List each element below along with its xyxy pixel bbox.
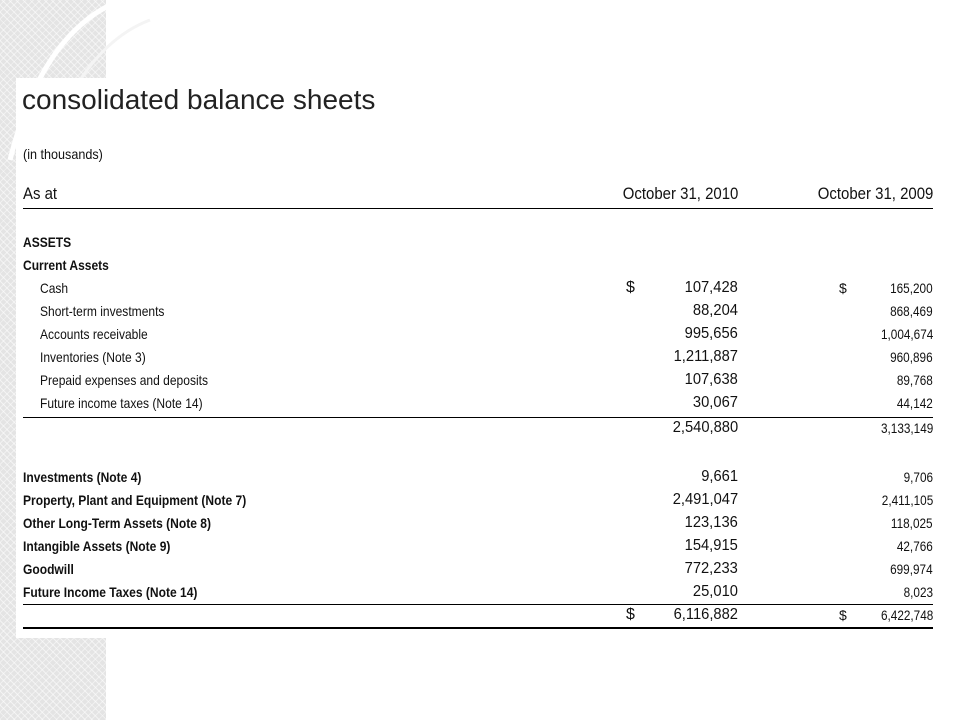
value-2009: 960,896 — [890, 349, 933, 365]
currency-symbol: $ — [626, 279, 635, 296]
row-label: Other Long-Term Assets (Note 8) — [23, 515, 211, 531]
row-label: Short-term investments — [40, 303, 165, 319]
assets-heading-row — [23, 232, 933, 255]
table-row — [23, 582, 933, 605]
value-2010: 995,656 — [684, 325, 738, 342]
value-2009: 165,200 — [890, 280, 933, 296]
table-row — [23, 513, 933, 536]
current-assets-heading-row — [23, 255, 933, 278]
table-row — [23, 536, 933, 559]
row-label: Inventories (Note 3) — [40, 349, 146, 365]
row-label: Accounts receivable — [40, 326, 148, 342]
row-label: Future income taxes (Note 14) — [40, 395, 203, 411]
value-2010: 30,067 — [692, 394, 738, 411]
currency-symbol: $ — [839, 280, 847, 296]
table-row — [23, 370, 933, 393]
table-row — [23, 324, 933, 347]
value-2010: 107,638 — [684, 371, 738, 388]
total-2010: 6,116,882 — [673, 606, 738, 623]
value-2010: 107,428 — [684, 279, 738, 296]
row-label: Intangible Assets (Note 9) — [23, 538, 171, 554]
page-title: consolidated balance sheets — [22, 84, 376, 115]
balance-sheet — [16, 78, 960, 638]
value-2010: 1,211,887 — [673, 348, 738, 365]
value-2010: 123,136 — [684, 514, 738, 531]
value-2009: 699,974 — [890, 561, 933, 577]
current-assets-heading: Current Assets — [23, 257, 109, 273]
subtotal-2010: 2,540,880 — [672, 419, 738, 436]
value-2010: 772,233 — [684, 560, 738, 577]
value-2009: 868,469 — [890, 303, 933, 319]
table-row — [23, 559, 933, 582]
value-2009: 9,706 — [903, 469, 933, 485]
row-label: Goodwill — [23, 561, 74, 577]
total-double-rule — [23, 627, 933, 629]
table-row — [23, 347, 933, 370]
header-as-at: As at — [23, 184, 58, 203]
value-2009: 44,142 — [897, 395, 933, 411]
value-2010: 2,491,047 — [672, 491, 738, 508]
row-label: Prepaid expenses and deposits — [40, 372, 209, 388]
table-row — [23, 490, 933, 513]
value-2010: 154,915 — [684, 537, 738, 554]
header-2010: October 31, 2010 — [622, 184, 738, 203]
units-note: (in thousands) — [23, 146, 103, 162]
assets-heading: ASSETS — [23, 234, 72, 250]
value-2009: 1,004,674 — [880, 326, 933, 342]
row-label: Cash — [40, 280, 69, 296]
table-row — [23, 301, 933, 324]
value-2010: 88,204 — [692, 302, 738, 319]
currency-symbol: $ — [839, 607, 847, 623]
total-2009: 6,422,748 — [880, 607, 933, 623]
table-row — [23, 278, 933, 301]
table-row — [23, 393, 933, 416]
value-2009: 118,025 — [891, 515, 933, 531]
value-2009: 8,023 — [903, 584, 933, 600]
total-row — [23, 605, 933, 628]
currency-symbol: $ — [626, 606, 635, 623]
row-label: Property, Plant and Equipment (Note 7) — [23, 492, 247, 508]
header-2009: October 31, 2009 — [817, 184, 933, 203]
value-2009: 89,768 — [897, 372, 933, 388]
row-label: Future Income Taxes (Note 14) — [23, 584, 198, 600]
row-label: Investments (Note 4) — [23, 469, 142, 485]
value-2010: 25,010 — [692, 583, 738, 600]
value-2009: 2,411,105 — [881, 492, 933, 508]
table-row — [23, 467, 933, 490]
subtotal-row — [23, 418, 933, 441]
table-header — [23, 184, 933, 209]
subtotal-2009: 3,133,149 — [880, 420, 933, 436]
value-2010: 9,661 — [701, 468, 738, 485]
value-2009: 42,766 — [897, 538, 933, 554]
